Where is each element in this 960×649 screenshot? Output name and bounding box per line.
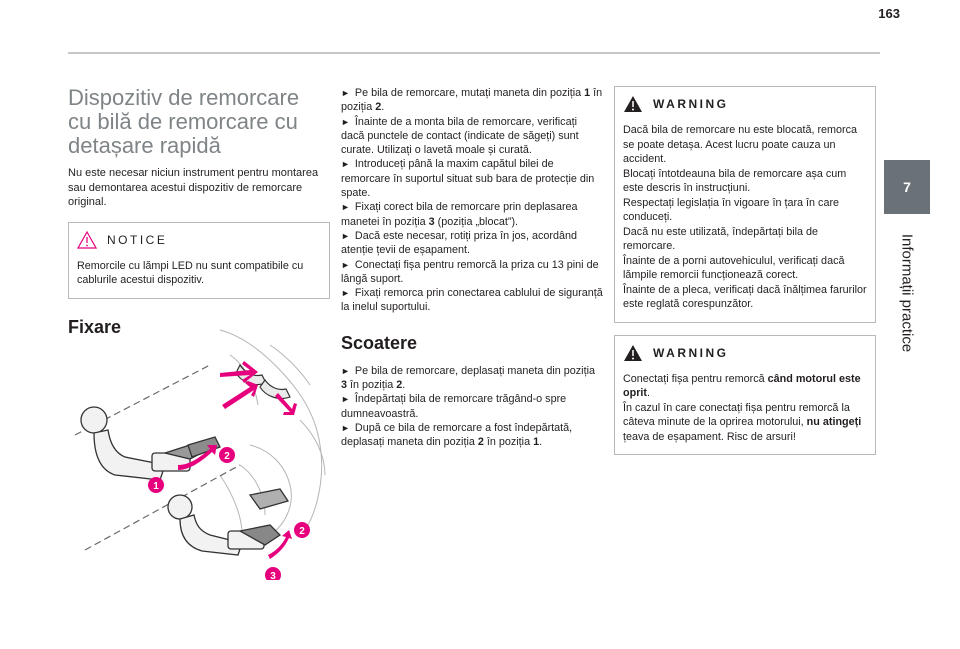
step-text: Fixați remorca prin conectarea cablului de siguranță la inelul suportului.	[341, 287, 603, 314]
step-text: Dacă este necesar, rotiți priza în jos, acordând atenție țevii de eșapament.	[341, 229, 577, 257]
step-text: Îndepărtați bila de remorcare trăgând-o spre dumneavoastră.	[341, 393, 567, 420]
scoatere-step-1	[341, 364, 603, 393]
step-text: în poziția	[483, 436, 534, 449]
middle-column	[341, 86, 603, 450]
fixare-heading: Fixare	[68, 316, 122, 337]
notice-triangle-icon	[77, 231, 97, 249]
figure-label-2b: 2	[299, 526, 305, 537]
fixare-step-6	[341, 258, 603, 287]
step-text: Conectați fișa pentru remorcă la priza cu 13 pini de lângă suport.	[341, 258, 599, 285]
fixare-step-5	[341, 229, 603, 258]
step-text: în poziția	[347, 379, 397, 392]
warning1-paragraph-4: Dacă nu este utilizată, îndepărtați bila de remorcare.	[623, 225, 819, 252]
warning1-paragraph-6: Înainte de a pleca, verificați dacă înălțimea farurilor este reglată corespunzător.	[623, 283, 867, 310]
title-line-2: cu bilă de remorcare cu	[68, 109, 298, 134]
warning2-bold: nu atingeți	[806, 416, 862, 428]
warning-header-2	[623, 344, 867, 362]
towbar-illustration	[70, 325, 332, 580]
bullet-arrow-icon: ►	[341, 288, 350, 299]
warning-triangle-icon	[623, 344, 643, 362]
fixare-step-3	[341, 157, 603, 200]
step-text: .	[381, 101, 385, 114]
step-text: Fixați corect bila de remorcare prin deplasarea manetei în poziția	[341, 201, 578, 228]
notice-box	[68, 222, 330, 299]
warning1-paragraph-1: Dacă bila de remorcare nu este blocată, remorca se poate detașa. Acest lucru poate cauza un accident.	[623, 124, 858, 165]
fixare-step-2	[341, 115, 603, 158]
warning1-paragraph-5: Înainte de a porni autovehiculul, verificați dacă lămpile remorcii funcționează corect.	[623, 254, 845, 281]
top-divider	[68, 52, 880, 54]
bullet-arrow-icon: ►	[341, 159, 350, 170]
bullet-arrow-icon: ►	[341, 422, 350, 433]
step-bold: 2	[375, 101, 382, 114]
title-line-1: Dispozitiv de remorcare	[68, 85, 300, 110]
step-text: După ce bila de remorcare a fost îndepărtată, deplasați maneta din poziția	[341, 421, 573, 449]
fixare-step-4	[341, 200, 603, 229]
warning2-text: În cazul în care conectați fișa pentru remorcă la câteva minute de la oprirea motorului,	[623, 401, 850, 428]
bullet-arrow-icon: ►	[341, 230, 350, 241]
left-column	[68, 86, 330, 348]
warning2-paragraph-1	[623, 372, 867, 401]
warning2-bold: când motorul este oprit	[623, 372, 861, 399]
step-bold: 1	[584, 87, 591, 99]
notice-header	[77, 231, 321, 249]
warning-header-1	[623, 95, 867, 113]
warning-title-2: WARNING	[653, 345, 729, 360]
fixare-steps	[341, 86, 603, 315]
bullet-arrow-icon: ►	[341, 88, 350, 98]
title-line-3: detașare rapidă	[68, 133, 221, 158]
step-bold: 1	[533, 436, 540, 449]
bullet-arrow-icon: ►	[341, 202, 350, 213]
step-text: Înainte de a monta bila de remorcare, verificați dacă punctele de contact (indicate de săgeți) sunt curate. Utilizați o lavetă moale și curată.	[341, 115, 579, 157]
warning2-text: .	[647, 387, 650, 399]
step-bold: 2	[477, 436, 484, 449]
towbar-diagram	[70, 325, 332, 580]
section-title	[68, 86, 330, 158]
warning1-paragraph-2: Blocați întotdeauna bila de remorcare așa cum este descris în instrucțiuni.	[623, 167, 847, 194]
warning-title-1: WARNING	[653, 97, 729, 111]
step-text: (poziția „blocat”).	[434, 215, 519, 228]
scoatere-step-3	[341, 421, 603, 450]
bullet-arrow-icon: ►	[341, 116, 350, 127]
page-number: 163	[878, 6, 900, 21]
step-bold: 3	[428, 215, 435, 228]
warning-box-1	[614, 86, 876, 323]
step-text: Pe bila de remorcare, mutați maneta din poziția	[354, 87, 585, 99]
warning2-paragraph-2	[623, 401, 867, 445]
scoatere-step-2	[341, 392, 603, 421]
step-text: în poziția	[341, 87, 603, 114]
warning-box-2	[614, 335, 876, 456]
step-text: Pe bila de remorcare, deplasați maneta din poziția	[354, 364, 595, 377]
notice-text: Remorcile cu lămpi LED nu sunt compatibile cu cablurile acestui dispozitiv.	[77, 259, 304, 286]
scoatere-steps	[341, 364, 603, 450]
notice-title: NOTICE	[107, 232, 168, 247]
figure-label-3: 3	[270, 571, 276, 580]
fixare-step-7	[341, 286, 603, 315]
chapter-tab[interactable]: 7	[884, 160, 930, 214]
fixare-step-1	[341, 86, 603, 115]
scoatere-heading: Scoatere	[341, 332, 418, 353]
step-bold: 2	[396, 379, 403, 392]
figure-label-2a: 2	[224, 451, 230, 462]
step-bold: 3	[341, 379, 348, 392]
bullet-arrow-icon: ►	[341, 365, 350, 376]
warning1-paragraph-3: Respectați legislația în vigoare în țara în care conduceți.	[623, 196, 840, 223]
step-text: .	[402, 379, 406, 392]
bullet-arrow-icon: ►	[341, 394, 350, 405]
intro-text: Nu este necesar niciun instrument pentru montarea sau demontarea acestui dispozitiv de remorcare original.	[68, 167, 319, 208]
warning2-text: țeava de eșapament. Risc de arsuri!	[623, 430, 796, 443]
chapter-label	[868, 218, 946, 368]
figure-label-1: 1	[153, 481, 159, 492]
bullet-arrow-icon: ►	[341, 259, 350, 270]
warning2-text: Conectați fișa pentru remorcă	[623, 372, 768, 385]
step-text: Introduceți până la maxim capătul bilei de remorcare în suportul situat sub bara de protecție din spate.	[341, 158, 595, 200]
right-column	[614, 86, 876, 455]
chapter-label-text: Informații practice	[898, 233, 916, 353]
step-text: .	[539, 436, 543, 449]
warning-triangle-icon	[623, 95, 643, 113]
